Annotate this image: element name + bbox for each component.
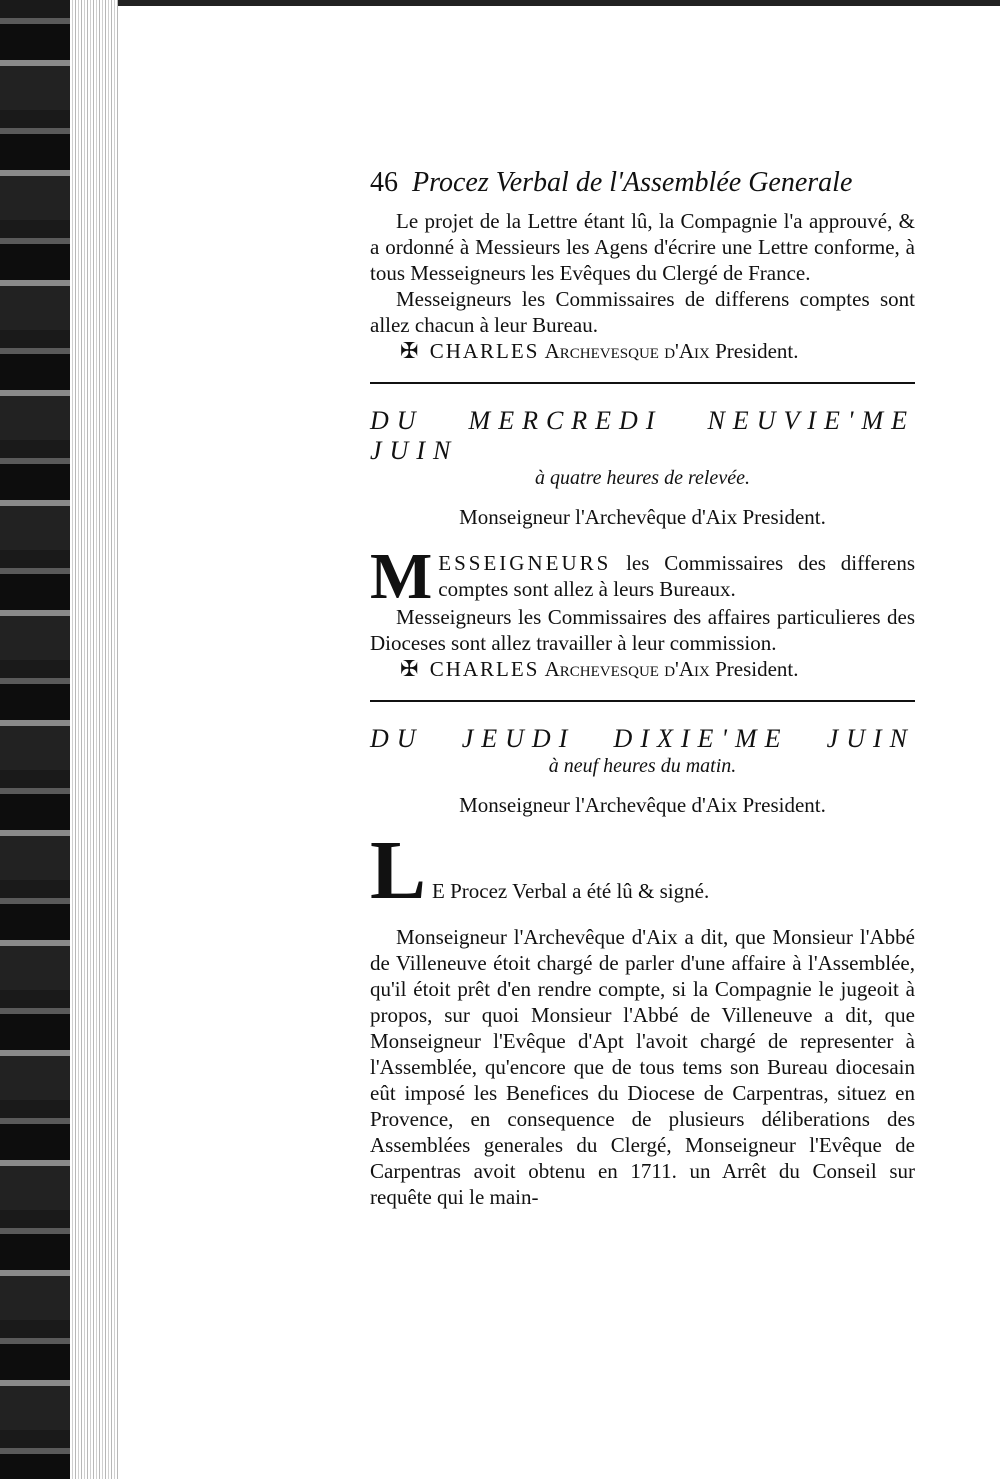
- drop-cap-letter: M: [370, 540, 433, 613]
- drop-cap-paragraph: [370, 540, 915, 613]
- cross-icon: ✠: [400, 656, 419, 681]
- running-title: Procez Verbal de l'Assemblée Generale: [412, 167, 853, 198]
- signature-name: CHARLES: [429, 339, 540, 363]
- drop-cap-paragraph: [370, 824, 915, 917]
- section-divider: [370, 700, 915, 702]
- paragraph-text: les Commissaires des differens comptes sont allez à leurs Bureaux.: [438, 551, 915, 601]
- drop-cap-letter: L: [370, 824, 427, 917]
- page-number: 46: [370, 167, 398, 198]
- signature-name: CHARLES: [429, 657, 540, 681]
- signature-line: [400, 338, 915, 364]
- binding-gutter: [0, 0, 70, 1479]
- signature-line: [400, 656, 915, 682]
- cross-icon: ✠: [400, 338, 419, 363]
- session-date-heading: DU JEUDI DIXIE'ME JUIN: [370, 724, 915, 753]
- session-time: à neuf heures du matin.: [548, 755, 737, 777]
- signature-role: President.: [715, 657, 799, 681]
- first-word: ESSEIGNEURS: [438, 551, 612, 575]
- section-divider: [370, 382, 915, 384]
- paragraph: Messeigneurs les Commissaires des affaires particulieres des Dioceses sont allez travailler à leur commission.: [370, 605, 915, 655]
- paragraph: Messeigneurs les Commissaires de differens comptes sont allez chacun à leur Bureau.: [370, 287, 915, 337]
- paragraph: [438, 550, 915, 604]
- running-head: [370, 167, 915, 208]
- session-president: Monseigneur l'Archevêque d'Aix President.: [459, 793, 826, 817]
- top-edge-shadow: [118, 0, 1000, 6]
- signature-title: Archevesque d'Aix: [544, 657, 710, 681]
- session-president: Monseigneur l'Archevêque d'Aix President.: [459, 505, 826, 529]
- paragraph: Le projet de la Lettre étant lû, la Compagnie l'a approuvé, & a ordonné à Messieurs les Agens d'écrire une Lettre conforme, à tous Messeigneurs les Evêques du Clergé de France.: [370, 209, 915, 285]
- document-page: [370, 167, 915, 1210]
- paragraph: Monseigneur l'Archevêque d'Aix a dit, que Monsieur l'Abbé de Villeneuve étoit chargé de parler d'une affaire à l'Assemblée, qu'il étoit prêt d'en rendre compte, si la Compagnie le jugeoit à propos, sur quoi Monsieur l'Abbé de Villeneuve a dit, que Monseigneur l'Evêque d'Apt l'avoit chargé de representer à l'Assemblée, qu'encore que de tous tems son Bureau diocesain eût imposé les Benefices du Diocese de Carpentras, situez en Provence, en consequence de plusieurs déliberations des Assemblées generales du Clergé, Monseigneur l'Evêque de Carpentras avoit obtenu en 1711. un Arrêt du Conseil sur requête qui le main-: [370, 925, 915, 1209]
- session-time: à quatre heures de relevée.: [535, 467, 750, 489]
- session-date-heading: DU MERCREDI NEUVIE'ME JUIN: [370, 406, 915, 465]
- signature-title: Archevesque d'Aix: [544, 339, 710, 363]
- page-edge-texture: [70, 0, 118, 1479]
- paragraph: E Procez Verbal a été lû & signé.: [432, 879, 710, 903]
- signature-role: President.: [715, 339, 799, 363]
